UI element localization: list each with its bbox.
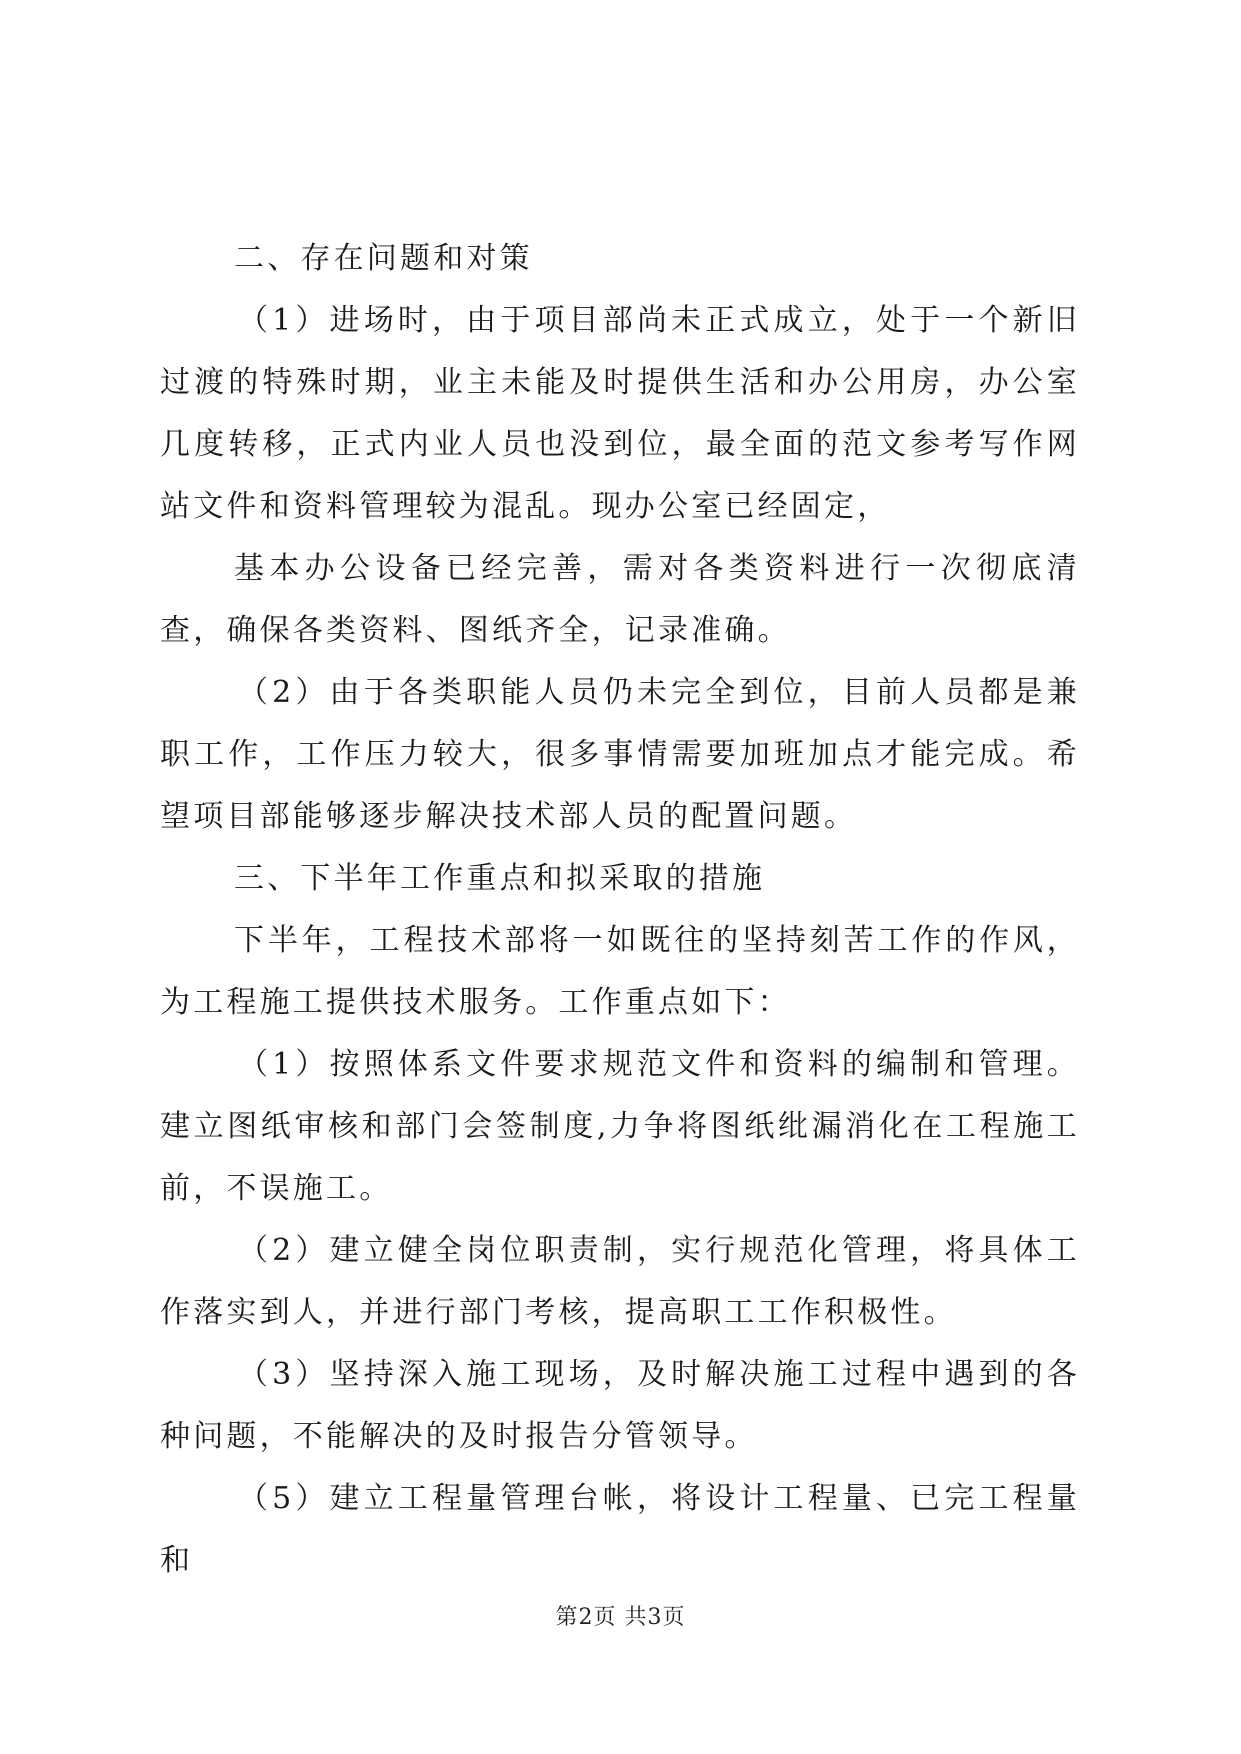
document-body: [160, 228, 1080, 1592]
paragraph-issue-1: （1）进场时，由于项目部尚未正式成立，处于一个新旧过渡的特殊时期，业主未能及时提供生活和办公用房，办公室几度转移，正式内业人员也没到位，最全面的范文参考写作网站文件和资料管理较为混乱。现办公室已经固定，: [160, 303, 1080, 524]
page-number-footer: 第2页 共3页: [555, 1605, 686, 1630]
paragraph-plan-3: （3）坚持深入施工现场，及时解决施工过程中遇到的各种问题，不能解决的及时报告分管领导。: [160, 1357, 1080, 1454]
paragraph-plan-2: （2）建立健全岗位职责制，实行规范化管理，将具体工作落实到人，并进行部门考核，提高职工工作积极性。: [160, 1233, 1080, 1330]
section-heading-3: 三、下半年工作重点和拟采取的措施: [234, 861, 766, 896]
section-heading-2: 二、存在问题和对策: [234, 241, 533, 276]
paragraph-plan-intro: 下半年，工程技术部将一如既往的坚持刻苦工作的作风，为工程施工提供技术服务。工作重点如下：: [160, 923, 1080, 1020]
paragraph-plan-1: （1）按照体系文件要求规范文件和资料的编制和管理。建立图纸审核和部门会签制度,力争将图纸纰漏消化在工程施工前，不误施工。: [160, 1047, 1080, 1206]
paragraph-issue-2: （2）由于各类职能人员仍未完全到位，目前人员都是兼职工作，工作压力较大，很多事情需要加班加点才能完成。希望项目部能够逐步解决技术部人员的配置问题。: [160, 675, 1080, 834]
paragraph-plan-5: （5）建立工程量管理台帐，将设计工程量、已完工程量和: [160, 1481, 1080, 1578]
paragraph-issue-1-continued: 基本办公设备已经完善，需对各类资料进行一次彻底清查，确保各类资料、图纸齐全，记录准确。: [160, 551, 1080, 648]
